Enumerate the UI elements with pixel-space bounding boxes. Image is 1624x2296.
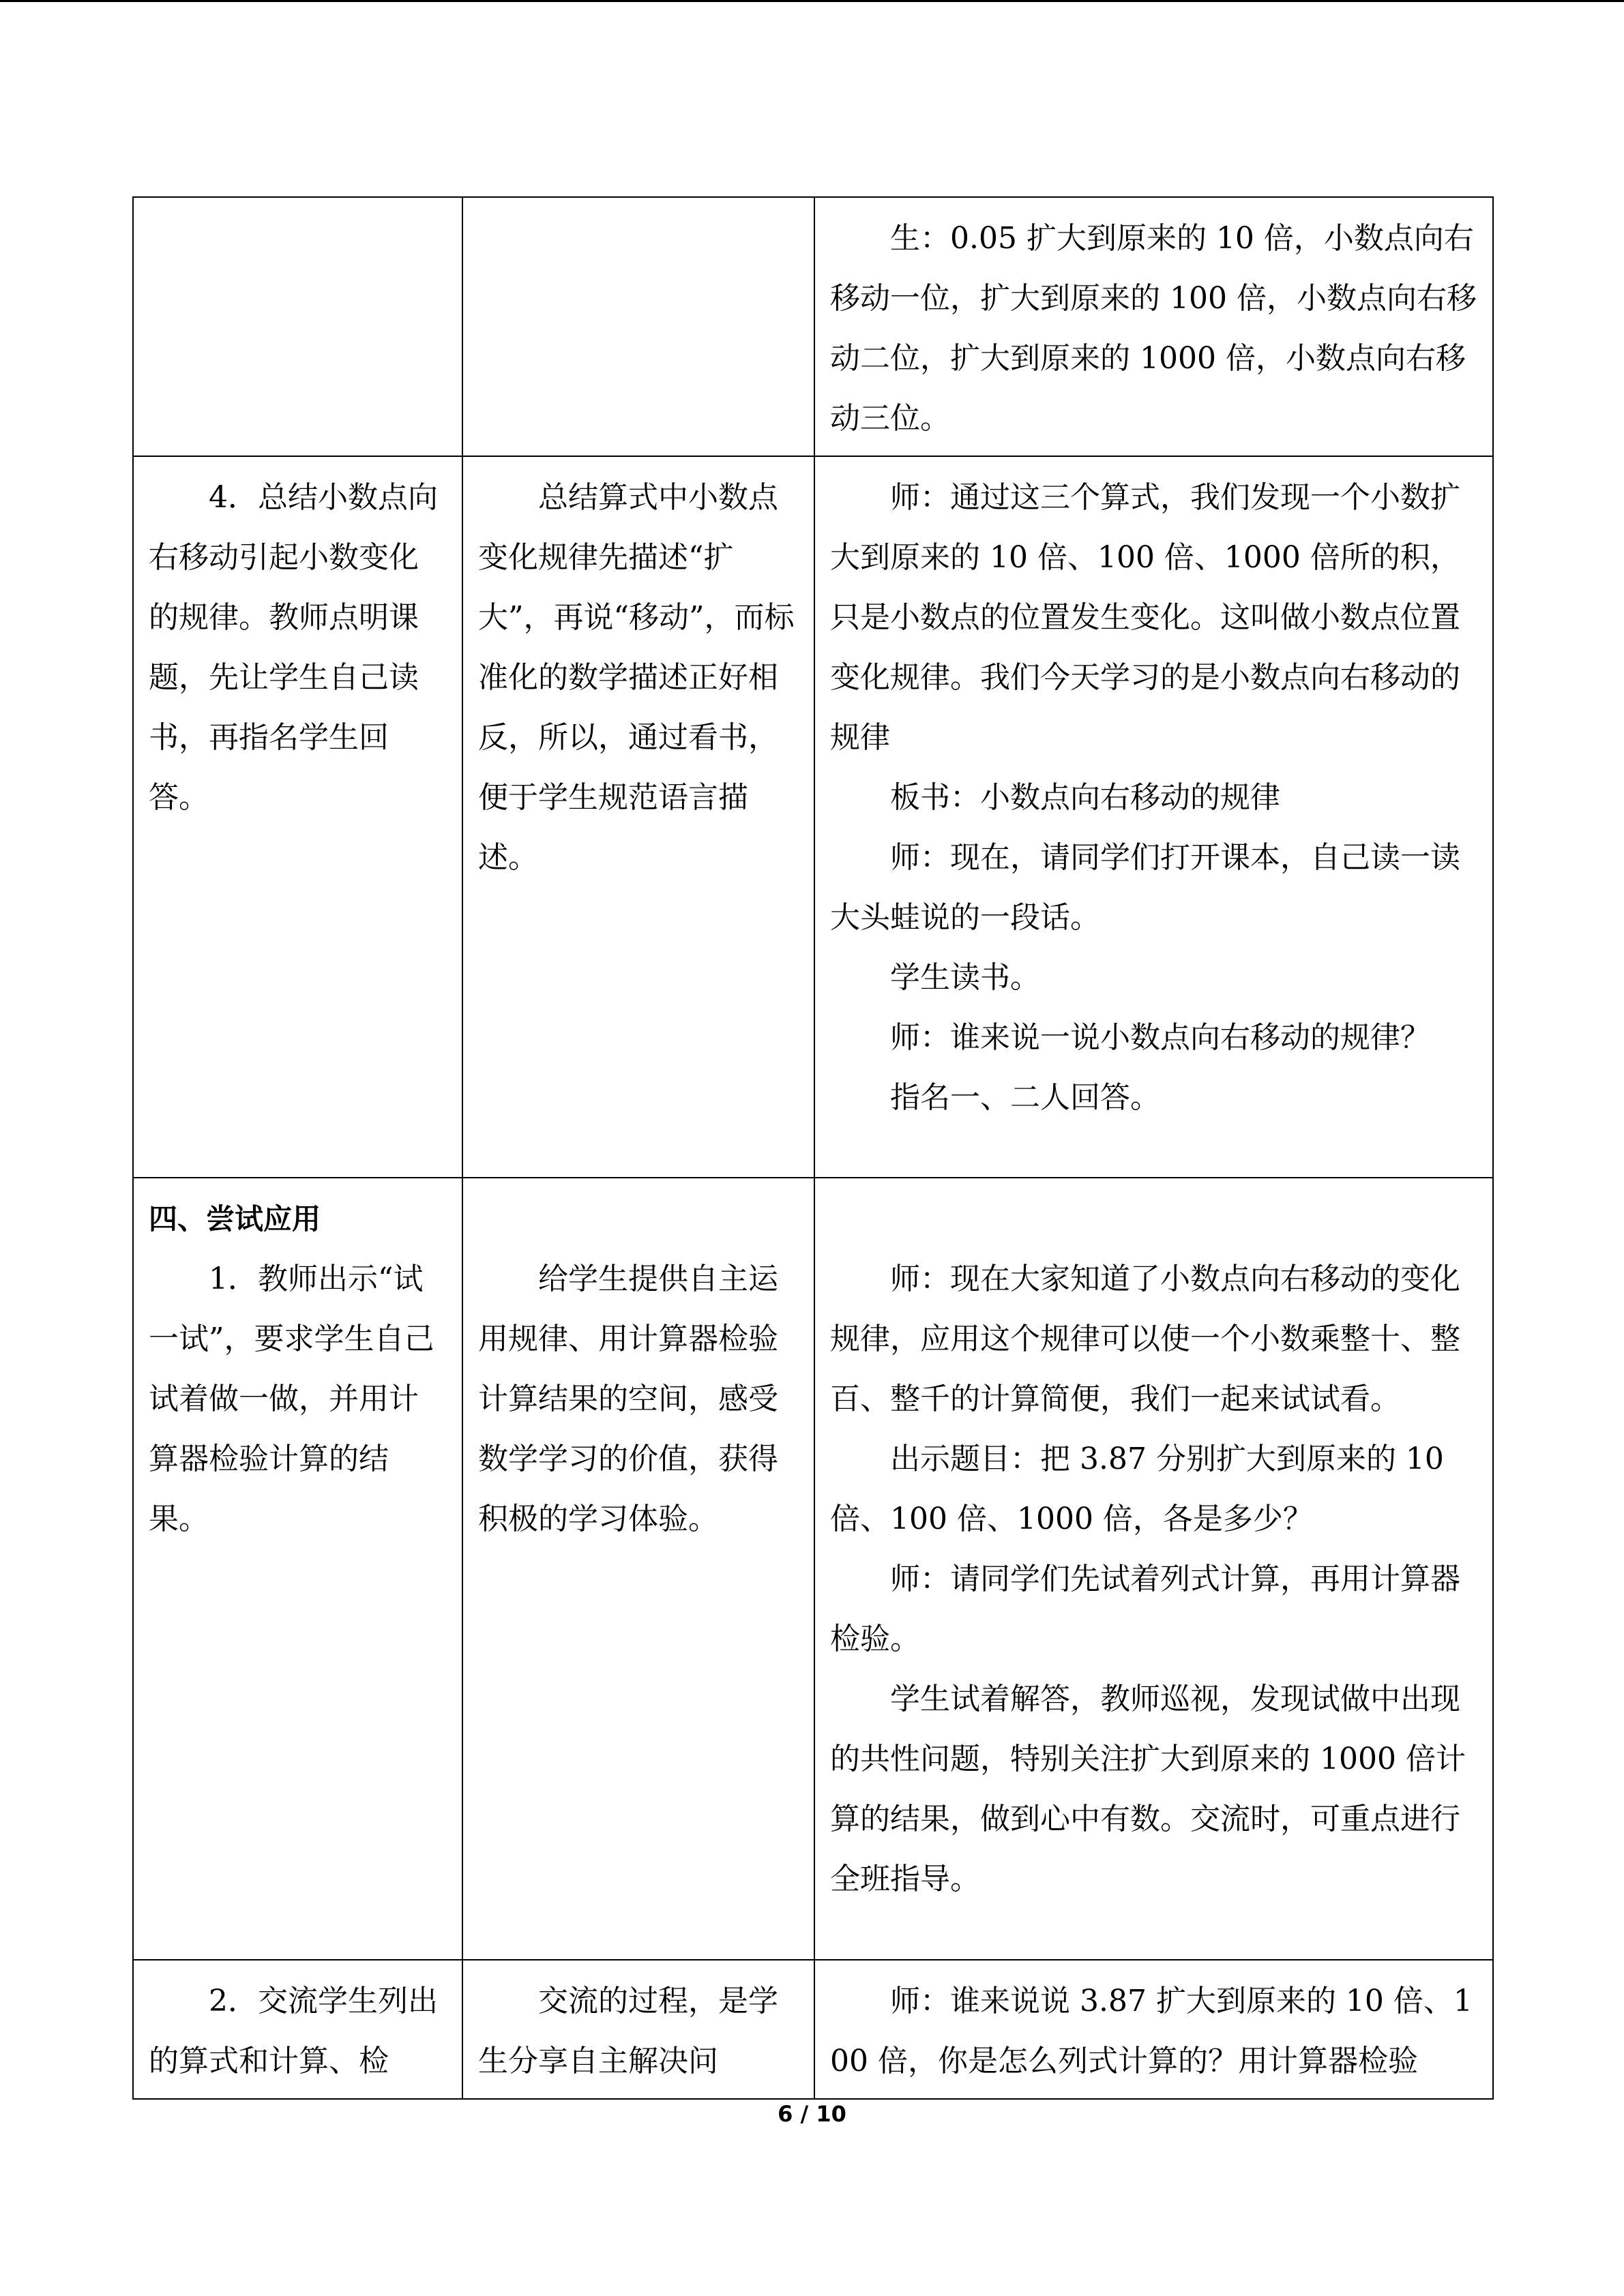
- row3-activity-cell: [133, 1178, 462, 1960]
- paragraph: 出示题目：把 3.87 分别扩大到原来的 10 倍、100 倍、1000 倍，各是多少？: [830, 1442, 1444, 1536]
- row4-intent-cell: [462, 1960, 814, 2099]
- paragraph: 学生试着解答，教师巡视，发现试做中出现的共性问题，特别关注扩大到原来的 1000 倍计算的结果，做到心中有数。交流时，可重点进行全班指导。: [830, 1682, 1466, 1896]
- paragraph: 师：谁来说说 3.87 扩大到原来的 10 倍、100 倍，你是怎么列式计算的？用计算器检验: [830, 1984, 1473, 2078]
- table-row-4: [133, 1960, 1493, 2099]
- row2-intent-cell: [462, 456, 814, 1178]
- page-top-border: [0, 0, 1624, 2]
- paragraph: 师：通过这三个算式，我们发现一个小数扩大到原来的 10 倍、100 倍、1000 倍所的积，只是小数点的位置发生变化。这叫做小数点位置变化规律。我们今天学习的是小数点向右移动的规律: [830, 480, 1460, 755]
- paragraph: 师：现在，请同学们打开课本，自己读一读大头蛙说的一段话。: [830, 840, 1460, 935]
- page-number: 6 / 10: [778, 2101, 846, 2127]
- row1-intent-cell: [462, 197, 814, 456]
- paragraph: 师：请同学们先试着列式计算，再用计算器检验。: [830, 1562, 1460, 1656]
- paragraph: 交流的过程，是学生分享自主解决问: [478, 1984, 778, 2078]
- paragraph: 板书：小数点向右移动的规律: [890, 780, 1280, 815]
- paragraph: 2．交流学生列出的算式和计算、检: [149, 1984, 438, 2078]
- row4-activity-cell: [133, 1960, 462, 2099]
- table-row-1: [133, 197, 1493, 456]
- section-heading: 四、尝试应用: [149, 1202, 321, 1236]
- paragraph: 4．总结小数点向右移动引起小数变化的规律。教师点明课题，先让学生自己读书，再指名学生回答。: [149, 480, 438, 815]
- paragraph: 生：0.05 扩大到原来的 10 倍，小数点向右移动一位，扩大到原来的 100 倍，小数点向右移动二位，扩大到原来的 1000 倍，小数点向右移动三位。: [830, 221, 1477, 436]
- lesson-plan-table: [132, 196, 1494, 2100]
- paragraph: 师：谁来说一说小数点向右移动的规律？: [890, 1020, 1430, 1055]
- row2-process-cell: [814, 456, 1493, 1178]
- paragraph: 学生读书。: [890, 960, 1040, 995]
- row1-process-cell: [814, 197, 1493, 456]
- paragraph: 总结算式中小数点变化规律先描述“扩大”，再说“移动”，而标准化的数学描述正好相反，所以，通过看书，便于学生规范语言描述。: [478, 480, 795, 875]
- paragraph: 指名一、二人回答。: [890, 1080, 1160, 1115]
- row1-activity-cell: [133, 197, 462, 456]
- table-row-3: [133, 1178, 1493, 1960]
- row4-process-cell: [814, 1960, 1493, 2099]
- row2-activity-cell: [133, 456, 462, 1178]
- paragraph: 师：现在大家知道了小数点向右移动的变化规律，应用这个规律可以使一个小数乘整十、整百、整千的计算简便，我们一起来试试看。: [830, 1262, 1460, 1416]
- row3-process-cell: [814, 1178, 1493, 1960]
- paragraph: 1．教师出示“试一试”，要求学生自己试着做一做，并用计算器检验计算的结果。: [149, 1262, 434, 1536]
- paragraph: 给学生提供自主运用规律、用计算器检验计算结果的空间，感受数学学习的价值，获得积极的学习体验。: [478, 1262, 778, 1536]
- row3-intent-cell: [462, 1178, 814, 1960]
- table-row-2: [133, 456, 1493, 1178]
